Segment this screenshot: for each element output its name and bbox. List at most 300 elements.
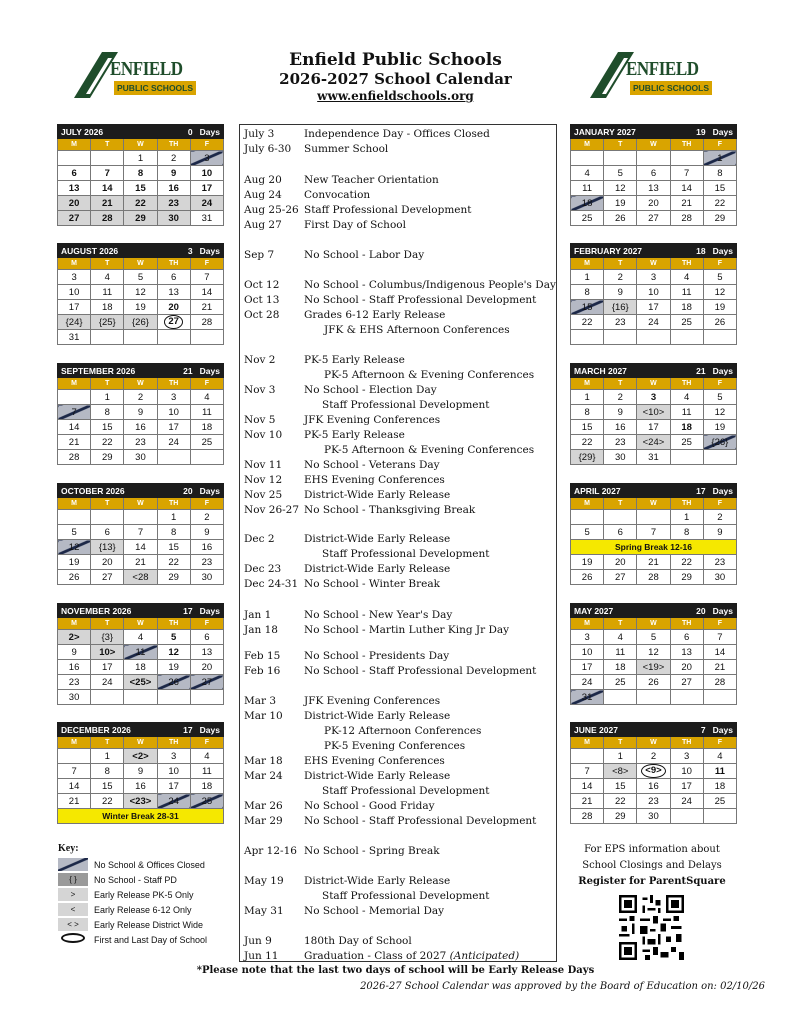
weekday-header: W [124,378,157,390]
calendar-day: 18 [190,420,223,435]
event-text: District-Wide Early Release [304,770,451,782]
month-header [58,244,224,258]
calendar-day: 12 [58,540,91,555]
calendar-day: 27 [190,675,223,690]
calendar-day [703,690,736,705]
calendar-day: 7 [703,630,736,645]
key-title: Key: [58,843,79,854]
calendar-day: 21 [670,196,703,211]
calendar-day: 17 [91,660,124,675]
event-text: PK-5 Early Release [304,354,405,366]
calendar-day [190,690,223,705]
month-header [571,604,737,618]
calendar-day: 18 [703,779,736,794]
school-days-count: 21 Days [696,365,733,376]
calendar-day [58,510,91,525]
event-row [244,769,450,783]
event-row [244,413,440,427]
event-date: Mar 26 [244,800,283,812]
weekday-header: W [124,498,157,510]
calendar-day: 16 [190,540,223,555]
event-text: Graduation - Class of 2027 [304,950,447,962]
weekday-header: F [190,498,223,510]
event-row [244,218,406,232]
calendar-day: 24 [571,675,604,690]
calendar-day: 4 [670,390,703,405]
calendar-day: 5 [58,525,91,540]
calendar-day: 6 [157,270,190,285]
event-date: Jan 1 [244,609,272,621]
month-december-2026 [57,722,224,824]
calendar-day: 17 [190,181,223,196]
calendar-day: 23 [703,555,736,570]
calendar-day: 16 [124,779,157,794]
calendar-day: 25 [190,435,223,450]
calendar-day: 29 [670,570,703,585]
weekday-header: W [124,139,157,151]
event-date: July 3 [244,128,275,140]
qr-code-icon[interactable] [619,895,684,960]
calendar-day: 30 [58,690,91,705]
event-note: (Anticipated) [446,950,520,962]
calendar-day [190,330,223,345]
event-date: Jun 11 [244,950,279,962]
calendar-day: 16 [637,779,670,794]
month-march-2027 [570,363,737,465]
calendar-day: <25> [124,675,157,690]
event-date: Mar 29 [244,815,283,827]
calendar-day: {26} [124,315,157,330]
calendar-day: 6 [58,166,91,181]
calendar-day: 19 [58,555,91,570]
calendar-day: 13 [58,181,91,196]
calendar-day: 13 [637,181,670,196]
weekday-header: F [703,737,736,749]
logo-word: ENFIELD [110,58,183,80]
month-header [571,125,737,139]
month-may-2027 [570,603,737,705]
event-row [244,203,471,217]
weekday-header: TH [157,378,190,390]
calendar-day: 5 [703,390,736,405]
calendar-day: 4 [190,390,223,405]
event-text: No School - Spring Break [304,845,440,857]
calendar-day: 8 [157,525,190,540]
event-row [244,473,445,487]
month-september-2026 [57,363,224,465]
event-text: PK-5 Early Release [304,429,405,441]
event-date: May 19 [244,875,284,887]
logo-word: ENFIELD [626,58,699,80]
calendar-day: {25} [91,315,124,330]
month-october-2026 [57,483,224,585]
event-text: Staff Professional Development [322,785,490,797]
weekday-header: F [190,618,223,630]
event-row [244,443,534,457]
event-date: Nov 10 [244,429,283,441]
event-text: No School - Thanksgiving Break [304,504,476,516]
event-date: Oct 13 [244,294,280,306]
spring-break-banner: Spring Break 12-16 [571,540,737,555]
event-date: Nov 26-27 [244,504,300,516]
calendar-day: 12 [703,405,736,420]
calendar-day: 5 [157,630,190,645]
event-date: Dec 23 [244,563,282,575]
calendar-day: 24 [637,315,670,330]
key-item: < Early Release 6-12 Only [58,902,238,917]
parentsquare-link[interactable]: Register for ParentSquare [578,876,726,887]
eps-line-1: For EPS information about [584,844,720,855]
event-date: Mar 3 [244,695,277,707]
calendar-day: 15 [703,181,736,196]
event-row [244,547,489,561]
event-text: No School - Martin Luther King Jr Day [304,624,510,636]
month-name: JULY 2026 [61,126,104,137]
month-name: MARCH 2027 [574,365,627,376]
school-days-count: 20 Days [696,605,733,616]
event-date: Mar 24 [244,770,283,782]
calendar-day: 24 [91,675,124,690]
calendar-day: <19> [637,660,670,675]
event-date: Oct 28 [244,309,280,321]
event-row [244,904,444,918]
calendar-day: 1 [571,390,604,405]
calendar-day: {3} [91,630,124,645]
weekday-header: TH [157,618,190,630]
calendar-day [571,330,604,345]
calendar-day: 12 [157,645,190,660]
event-date: Feb 15 [244,650,281,662]
calendar-day: 21 [703,660,736,675]
calendar-day: 20 [670,660,703,675]
calendar-day: 6 [604,525,637,540]
key-item: First and Last Day of School [58,932,238,947]
calendar-day: 26 [604,211,637,226]
weekday-header: F [703,258,736,270]
calendar-day [91,330,124,345]
calendar-day: 7 [124,525,157,540]
event-text: First Day of School [304,219,406,231]
event-text: District-Wide Early Release [304,875,451,887]
weekday-header: TH [670,258,703,270]
no-school-swatch [58,858,88,871]
weekday-header: TH [157,258,190,270]
calendar-day: 25 [703,794,736,809]
event-row [244,649,449,663]
calendar-day: 13 [670,645,703,660]
month-name: DECEMBER 2026 [61,724,131,735]
event-row [244,799,435,813]
calendar-day [124,510,157,525]
calendar-day: 26 [703,315,736,330]
weekday-header: W [124,737,157,749]
calendar-day: 8 [91,405,124,420]
calendar-day: 9 [604,285,637,300]
weekday-header: M [58,139,91,151]
event-date: Jan 18 [244,624,278,636]
calendar-day: 4 [124,630,157,645]
calendar-day: 22 [124,196,157,211]
event-date: July 6-30 [244,143,292,155]
calendar-day: 2 [157,151,190,166]
event-text: No School - Staff Professional Development [304,665,537,677]
calendar-day: 11 [670,285,703,300]
calendar-day: 19 [703,300,736,315]
calendar-day: 21 [190,300,223,315]
calendar-day [58,749,91,764]
calendar-day: 20 [157,300,190,315]
calendar-day: 2 [190,510,223,525]
event-row [244,142,388,156]
eps-info [572,842,732,890]
calendar-day: 16 [58,660,91,675]
event-row [244,308,445,322]
calendar-day: 30 [604,450,637,465]
logo-tag: PUBLIC SCHOOLS [114,81,196,95]
school-days-count: 20 Days [183,485,220,496]
event-row [244,398,489,412]
calendar-day: 8 [571,285,604,300]
event-row [244,428,405,442]
calendar-day [157,690,190,705]
calendar-day: 20 [190,660,223,675]
calendar-day: 25 [670,315,703,330]
calendar-day: 1 [703,151,736,166]
weekday-header: W [637,258,670,270]
event-text: No School - Winter Break [304,578,440,590]
event-row [244,623,509,637]
calendar-day: 15 [91,779,124,794]
calendar-day: 11 [91,285,124,300]
school-days-count: 18 Days [696,245,733,256]
calendar-day: 25 [670,435,703,450]
calendar-day: 4 [703,749,736,764]
calendar-day: 29 [124,211,157,226]
event-row [244,724,481,738]
calendar-day: 3 [157,749,190,764]
month-june-2027 [570,722,737,824]
event-date: Feb 16 [244,665,281,677]
calendar-day: 2 [604,390,637,405]
event-row [244,323,510,337]
month-header [58,723,224,737]
key-item: No School & Offices Closed [58,857,238,872]
weekday-header: T [91,258,124,270]
event-row [244,353,405,367]
calendar-day: 20 [604,555,637,570]
event-date: Aug 20 [244,174,282,186]
weekday-header: W [637,737,670,749]
calendar-day: 27 [157,315,190,330]
school-days-count: 19 Days [696,126,733,137]
calendar-day [91,151,124,166]
calendar-day: 22 [157,555,190,570]
event-text: PK-5 Afternoon & Evening Conferences [324,369,535,381]
event-date: Nov 3 [244,384,276,396]
calendar-day: 3 [571,630,604,645]
calendar-day: 18 [604,660,637,675]
event-date: Aug 24 [244,189,282,201]
calendar-day: 12 [604,181,637,196]
event-text: No School - New Year's Day [304,609,453,621]
month-name: APRIL 2027 [574,485,621,496]
calendar-day: 23 [637,794,670,809]
weekday-header: F [190,737,223,749]
weekday-header: TH [670,618,703,630]
calendar-day: 3 [637,390,670,405]
event-text: JFK Evening Conferences [304,414,441,426]
calendar-day: {13} [91,540,124,555]
event-text: Staff Professional Development [304,204,472,216]
calendar-day: 22 [604,794,637,809]
calendar-day: 9 [190,525,223,540]
month-header [58,364,224,378]
event-row [244,694,440,708]
calendar-day [703,809,736,824]
calendar-day: 21 [91,196,124,211]
calendar-day: 22 [91,435,124,450]
calendar-day: 12 [637,645,670,660]
event-row [244,278,556,292]
event-text: Staff Professional Development [322,548,490,560]
calendar-day: 15 [124,181,157,196]
calendar-day: 20 [58,196,91,211]
calendar-day: 8 [571,405,604,420]
weekday-header: T [91,498,124,510]
event-row [244,889,489,903]
calendar-day: 10> [91,645,124,660]
weekday-header: TH [670,498,703,510]
calendar-day: 14 [190,285,223,300]
event-row [244,844,440,858]
calendar-day: 3 [157,390,190,405]
calendar-day: 4 [91,270,124,285]
event-text: No School - Presidents Day [304,650,450,662]
calendar-day: 1 [670,510,703,525]
calendar-day: 20 [637,196,670,211]
weekday-header: M [571,139,604,151]
calendar-day: {24} [58,315,91,330]
calendar-day [604,690,637,705]
weekday-header: F [190,258,223,270]
calendar-day: 17 [571,660,604,675]
events-list [239,124,557,962]
event-row [244,784,489,798]
calendar-day: 25 [190,794,223,809]
calendar-day: 1 [91,749,124,764]
calendar-day: 3 [190,151,223,166]
calendar-day: 7 [637,525,670,540]
event-date: Nov 12 [244,474,283,486]
calendar-day: 13 [190,645,223,660]
calendar-day [58,151,91,166]
event-row [244,934,412,948]
calendar-day: 30 [124,450,157,465]
calendar-day: 27 [637,211,670,226]
weekday-header: W [637,139,670,151]
event-row [244,814,536,828]
calendar-day: 27 [58,211,91,226]
event-text: New Teacher Orientation [304,174,439,186]
website-link[interactable]: www.enfieldschools.org [317,89,474,103]
calendar-day: 19 [157,660,190,675]
key-item: < > Early Release District Wide [58,917,238,932]
event-row [244,664,536,678]
calendar-day: 8 [91,764,124,779]
calendar-day: 2 [604,270,637,285]
calendar-day: 19 [571,555,604,570]
calendar-day: 27 [670,675,703,690]
weekday-header: M [58,618,91,630]
weekday-header: W [637,378,670,390]
event-text: JFK & EHS Afternoon Conferences [324,324,510,336]
calendar-day: 24 [157,435,190,450]
event-date: Dec 24-31 [244,578,299,590]
calendar-day: 4 [604,630,637,645]
calendar-day: 17 [637,300,670,315]
event-text: JFK Evening Conferences [304,695,441,707]
calendar-day: 17 [637,420,670,435]
calendar-day [703,330,736,345]
calendar-day: 23 [604,315,637,330]
event-date: May 31 [244,905,284,917]
weekday-header: TH [670,737,703,749]
month-name: OCTOBER 2026 [61,485,125,496]
calendar-day [157,330,190,345]
calendar-day [670,809,703,824]
event-text: District-Wide Early Release [304,533,451,545]
calendar-day: 15 [91,420,124,435]
calendar-day [637,151,670,166]
month-july-2026 [57,124,224,226]
calendar-day: 17 [670,779,703,794]
event-text: No School - Good Friday [304,800,435,812]
event-text: 180th Day of School [304,935,412,947]
calendar-day: 18 [670,300,703,315]
calendar-day: 23 [124,435,157,450]
calendar-day: 10 [157,405,190,420]
event-text: No School - Staff Professional Development [304,294,537,306]
calendar-day: 18 [124,660,157,675]
calendar-day: 30 [190,570,223,585]
calendar-day: <9> [637,764,670,779]
calendar-day: 20 [91,555,124,570]
calendar-day: 1 [157,510,190,525]
event-text: Staff Professional Development [322,399,490,411]
school-days-count: 3 Days [187,245,220,256]
calendar-day: 25 [571,211,604,226]
legend-key [58,843,238,947]
event-text: Staff Professional Development [322,890,490,902]
calendar-day: <2> [124,749,157,764]
event-text: No School - Labor Day [304,249,425,261]
calendar-day: 26 [637,675,670,690]
calendar-day: 5 [637,630,670,645]
event-text: Independence Day - Offices Closed [304,128,490,140]
weekday-header: F [703,139,736,151]
calendar-day: 14 [58,420,91,435]
calendar-day: 15 [571,420,604,435]
weekday-header: F [190,378,223,390]
calendar-day [124,690,157,705]
event-row [244,458,440,472]
weekday-header: W [124,618,157,630]
calendar-day: 28 [91,211,124,226]
calendar-day: 4 [670,270,703,285]
calendar-day: 30 [637,809,670,824]
calendar-day: 4 [571,166,604,181]
calendar-day: 22 [91,794,124,809]
